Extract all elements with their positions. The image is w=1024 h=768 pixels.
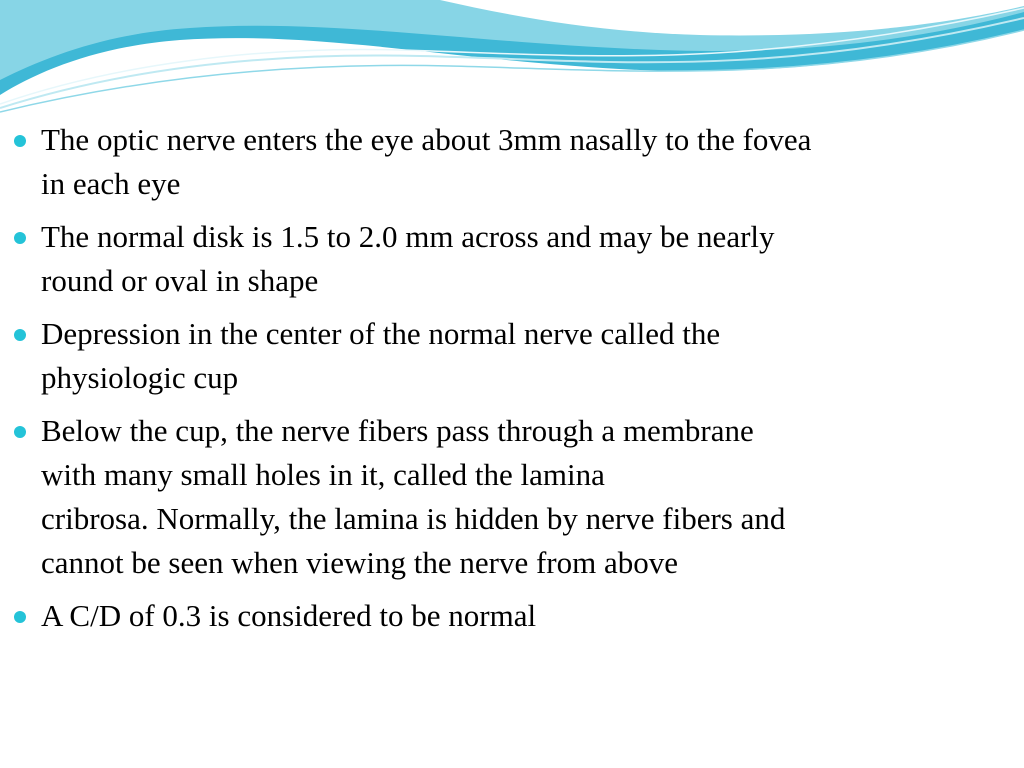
bullet-dot-icon (14, 135, 26, 147)
bullet-text: Depression in the center of the normal nerve called the physiologic cup (41, 316, 721, 395)
wave-header-decoration (0, 0, 1024, 120)
bullet-item (12, 594, 1018, 638)
bullet-text: Below the cup, the nerve fibers pass through a membrane with many small holes in it, called the lamina cribrosa. Normally, the lamina is hidden by nerve fibers and cannot be seen when viewing the nerve from above (41, 413, 786, 580)
bullet-dot-icon (14, 329, 26, 341)
bullet-dot-icon (14, 611, 26, 623)
bullet-dot-icon (14, 426, 26, 438)
bullet-item (12, 215, 1018, 303)
slide-content (12, 118, 1018, 647)
bullet-text: A C/D of 0.3 is considered to be normal (41, 598, 537, 633)
bullet-text: The normal disk is 1.5 to 2.0 mm across and may be nearly round or oval in shape (41, 219, 775, 298)
bullet-item (12, 312, 1018, 400)
bullet-item (12, 118, 1018, 206)
bullet-text: The optic nerve enters the eye about 3mm nasally to the fovea in each eye (41, 122, 812, 201)
bullet-list (12, 118, 1018, 638)
bullet-item (12, 409, 1018, 585)
bullet-dot-icon (14, 232, 26, 244)
